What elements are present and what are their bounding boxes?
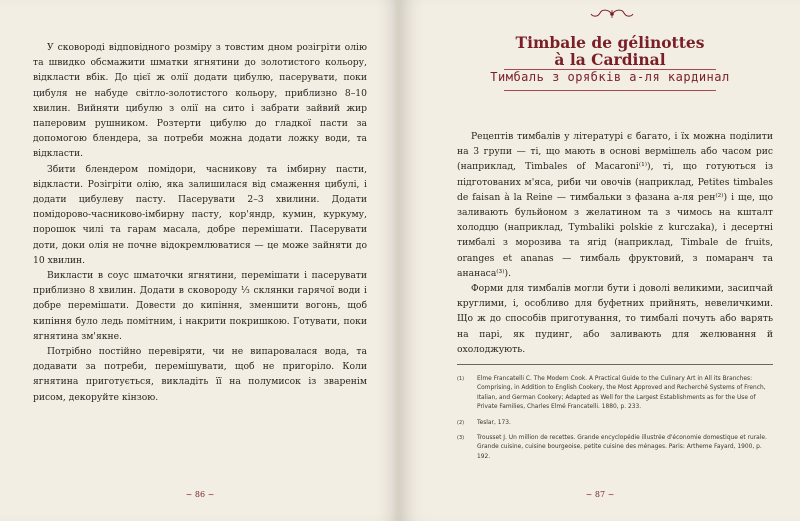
footnote-text: Teslar, 173.: [477, 419, 511, 426]
right-body-text: [457, 129, 773, 357]
footnote: [457, 434, 773, 462]
footnote-number: (1): [457, 376, 465, 382]
title-rule-bottom: [504, 90, 716, 91]
paragraph: Потрібно постійно перевіряти, чи не випаровалася вода, та додавати за потреби, перемішувати, щоб не пригоріло. Коли ягнятина приготується, викладіть її на полумисок із зваренім рисом, декоруйте кінзою.: [33, 346, 367, 403]
footnotes: [457, 375, 773, 468]
left-body-text: [33, 40, 367, 405]
footnote: [457, 375, 773, 413]
footnote: [457, 419, 773, 428]
title-line-1: Timbale de gélinottes: [515, 33, 705, 52]
right-page: [400, 0, 800, 521]
flourish-ornament-icon: [588, 7, 636, 21]
page-number-left: ~ 86 ~: [185, 490, 215, 499]
paragraph: Викласти в соус шматочки ягнятини, перемішати і пасерувати приблизно 8 хвилин. Додати в сковороду ⅓ склянки гарячої води і добре перемішати. Довести до кипіння, зменшити вогонь, щоб кипіння було ледь помітним, і накрити покришкою. Готувати, поки ягнятина зм'якне.: [33, 270, 367, 342]
title-line-2: à la Cardinal: [554, 49, 666, 69]
page-number-right: ~ 87 ~: [585, 490, 615, 499]
recipe-title: [440, 35, 780, 68]
footnote-text: Trousset J. Un million de recettes. Grande encyclopédie illustrée d'économie domestique et rurale. Grande cuisine, cuisine bourgeoise, petite cuisine des ménages. Paris: Artheme Fayard, 1900, p. 192.: [477, 435, 767, 460]
paragraph: У сковороді відповідного розміру з товстим дном розігріти олію та швидко обсмажити шматки ягнятини до золотистого кольору, відкласти вбік. До цієї ж олії додати цибулю, пасерувати, поки цибуля не набуде світло-золотистого кольору, приблизно 8–10 хвилин. Вийняти цибулю з олії на сито і забрати зайвий жир паперовим рушником. Розтерти цибулю до гладкої пасти за допомогою блендера, за потреби можна додати ложку води, та відкласти.: [33, 42, 367, 160]
footnote-number: (3): [457, 435, 465, 442]
paragraph: Рецептів тимбалів у літературі є багато, і їх можна поділити на 3 групи — ті, що мають в основі вермішель або часом рис (наприклад, Timbales of Macaroni⁽¹⁾), ті, що готуються із підготованих м'яса, риби чи овочів (наприклад, Petites timbales de faisan à la Reine — тимбальки з фазана а-ля рен⁽²⁾) і ще, що заливають бульйоном з желатином та з чимось на кшталт холодцю (наприклад, Tymbaliki polskie z kurczaka), і десертні тимбалі з морозива та ягід (наприклад, Timbale de fruits, oranges et ananas — тимбаль фруктовий, з помаранч та ананаса⁽³⁾).: [457, 131, 773, 279]
recipe-subtitle: Тимбаль з орябків а-ля кардинал: [490, 70, 730, 84]
footnote-rule: [457, 364, 773, 365]
paragraph: Збити блендером помідори, часникову та імбирну пасти, відкласти. Розігріти олію, яка залишилася від смаження цибулі, і додати цибулеву пасту. Пасерувати 2–3 хвилини. Додати помідорово-часниково-імбирну пасту, кор'яндр, кумин, куркуму, порошок чилі та гарам масала, добре перемішати. Пасерувати доти, доки олія не почне відокремлюватися — це може зайняти до 10 хвилин.: [33, 163, 367, 266]
footnote-text: Elme Francatelli C. The Modern Cook. A Practical Guide to the Culinary Art in All its Branches: Comprising, in Addition to English Cookery, the Most Approved and Recherché Systems of French, Italian, and German Cookery; Adapted as Well for the Largest Establishments as for the Use of Private Families, Charles Elmé Francatelli. 1880, p. 233.: [477, 376, 766, 411]
paragraph: Форми для тимбалів могли бути і доволі великими, засипчай круглими, і, особливо для буфетних прийнять, невеличкими. Що ж до способів приготування, то тимбалі почуть або варять на парі, як пудинг, або заливають для желювання й охолоджують.: [457, 283, 773, 355]
footnote-number: (2): [457, 419, 465, 426]
